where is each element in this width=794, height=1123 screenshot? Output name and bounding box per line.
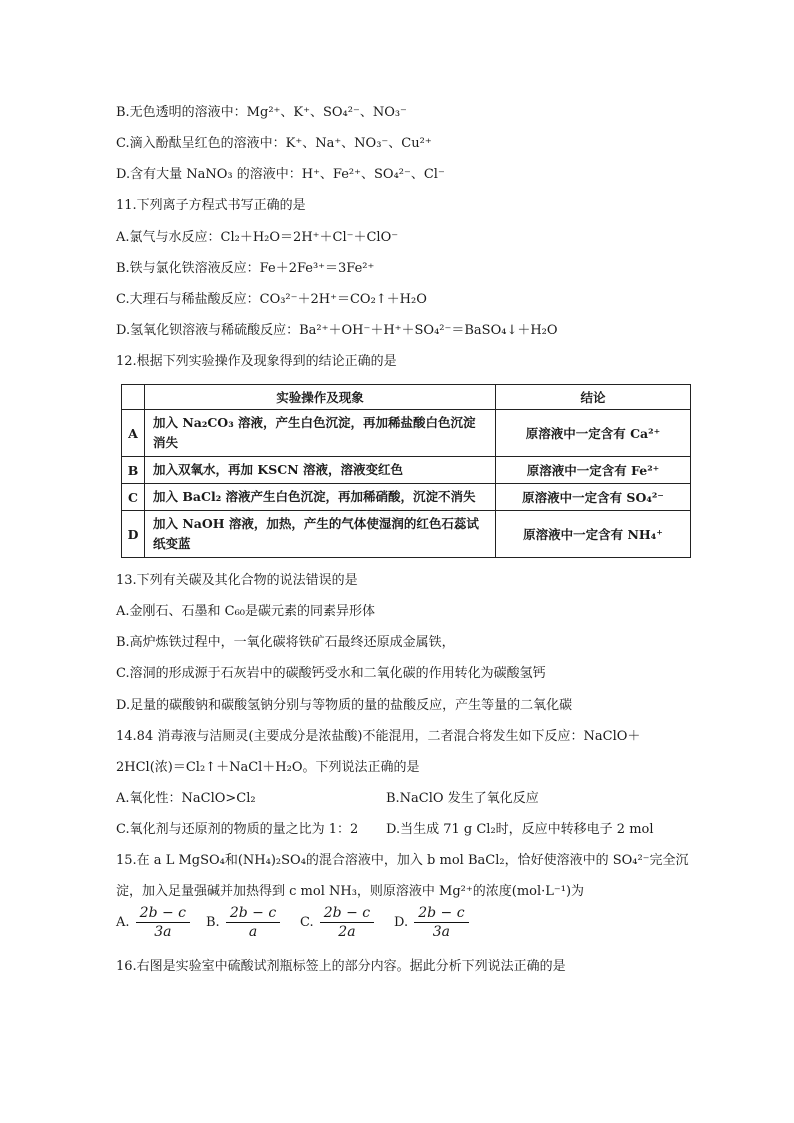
table-header-procedure: 实验操作及现象 [145,385,496,410]
q13-option-d: D.足量的碳酸钠和碳酸氢钠分别与等物质的量的盐酸反应，产生等量的二氧化碳 [116,698,573,713]
row-key: D [122,511,145,558]
q14-stem-line2: 2HCl(浓)＝Cl₂↑＋NaCl＋H₂O。下列说法正确的是 [116,760,420,775]
table-row [122,457,691,484]
fraction [226,904,280,941]
q14-stem-line1: 14.84 消毒液与洁厕灵(主要成分是浓盐酸)不能混用，二者混合将发生如下反应：NaClO＋ [116,729,641,744]
q14-option-a: A.氧化性：NaClO>Cl₂ [116,791,256,806]
q14-option-c: C.氧化剂与还原剂的物质的量之比为 1：2 [116,822,359,837]
q15-stem-line1: 15.在 a L MgSO₄和(NH₄)₂SO₄的混合溶液中，加入 b mol BaCl₂，恰好使溶液中的 SO₄²⁻完全沉 [116,853,689,868]
q13-stem: 13.下列有关碳及其化合物的说法错误的是 [116,573,358,588]
q13-option-a: A.金刚石、石墨和 C₆₀是碳元素的同素异形体 [116,604,376,619]
row-conclusion: 原溶液中一定含有 Fe²⁺ [496,457,691,484]
table-row [122,410,691,457]
q11-stem: 11.下列离子方程式书写正确的是 [116,198,306,213]
row-conclusion: 原溶液中一定含有 Ca²⁺ [496,410,691,457]
numerator: 2b − c [136,904,190,923]
row-procedure: 加入 Na₂CO₃ 溶液，产生白色沉淀，再加稀盐酸白色沉淀消失 [145,410,496,457]
denominator: 3a [154,924,172,940]
numerator: 2b − c [226,904,280,923]
row-procedure: 加入双氧水，再加 KSCN 溶液，溶液变红色 [145,457,496,484]
option-label: D. [394,915,409,930]
denominator: a [248,924,258,940]
option-label: B. [206,915,220,930]
q10-option-b: B.无色透明的溶液中：Mg²⁺、K⁺、SO₄²⁻、NO₃⁻ [116,105,407,120]
q10-option-c: C.滴入酚酞呈红色的溶液中：K⁺、Na⁺、NO₃⁻、Cu²⁺ [116,136,432,151]
denominator: 3a [432,924,451,940]
q14-option-b: B.NaClO 发生了氧化反应 [386,791,539,806]
row-conclusion: 原溶液中一定含有 NH₄⁺ [496,511,691,558]
q13-option-b: B.高炉炼铁过程中，一氧化碳将铁矿石最终还原成金属铁， [116,635,455,650]
experiment-table [121,384,691,558]
table-header-blank [122,385,145,410]
option-label: A. [116,915,130,930]
q11-option-d: D.氢氧化钡溶液与稀硫酸反应：Ba²⁺＋OH⁻＋H⁺＋SO₄²⁻＝BaSO₄↓＋H₂O [116,323,558,338]
q11-option-a: A.氯气与水反应：Cl₂＋H₂O＝2H⁺＋Cl⁻＋ClO⁻ [116,230,399,245]
table-header-conclusion: 结论 [496,385,691,410]
row-key: C [122,484,145,511]
option-label: C. [300,915,314,930]
q12-stem: 12.根据下列实验操作及现象得到的结论正确的是 [116,354,397,369]
numerator: 2b − c [414,904,468,923]
q15-option-c [300,904,374,941]
denominator: 2a [338,924,356,940]
q11-option-c: C.大理石与稀盐酸反应：CO₃²⁻＋2H⁺＝CO₂↑＋H₂O [116,292,427,307]
table-row [122,511,691,558]
row-procedure: 加入 BaCl₂ 溶液产生白色沉淀，再加稀硝酸，沉淀不消失 [145,484,496,511]
q15-option-a [116,904,190,941]
fraction [320,904,374,941]
row-conclusion: 原溶液中一定含有 SO₄²⁻ [496,484,691,511]
row-key: A [122,410,145,457]
fraction [136,904,190,941]
q16-stem: 16.右图是实验室中硫酸试剂瓶标签上的部分内容。据此分析下列说法正确的是 [116,959,566,974]
q15-stem-line2: 淀，加入足量强碱并加热得到 c mol NH₃，则原溶液中 Mg²⁺的浓度(mol·L⁻¹)为 [116,884,585,899]
q15-option-b [206,904,280,941]
table-row [122,484,691,511]
table-header-row [122,385,691,410]
q11-option-b: B.铁与氯化铁溶液反应：Fe＋2Fe³⁺＝3Fe²⁺ [116,261,375,276]
q10-option-d: D.含有大量 NaNO₃ 的溶液中：H⁺、Fe²⁺、SO₄²⁻、Cl⁻ [116,167,445,182]
numerator: 2b − c [320,904,374,923]
q14-option-d: D.当生成 71 g Cl₂时，反应中转移电子 2 mol [386,822,654,837]
q13-option-c: C.溶洞的形成源于石灰岩中的碳酸钙受水和二氧化碳的作用转化为碳酸氢钙 [116,666,546,681]
row-key: B [122,457,145,484]
q15-option-d [394,904,469,941]
fraction [414,904,468,941]
row-procedure: 加入 NaOH 溶液，加热，产生的气体使湿润的红色石蕊试纸变蓝 [145,511,496,558]
